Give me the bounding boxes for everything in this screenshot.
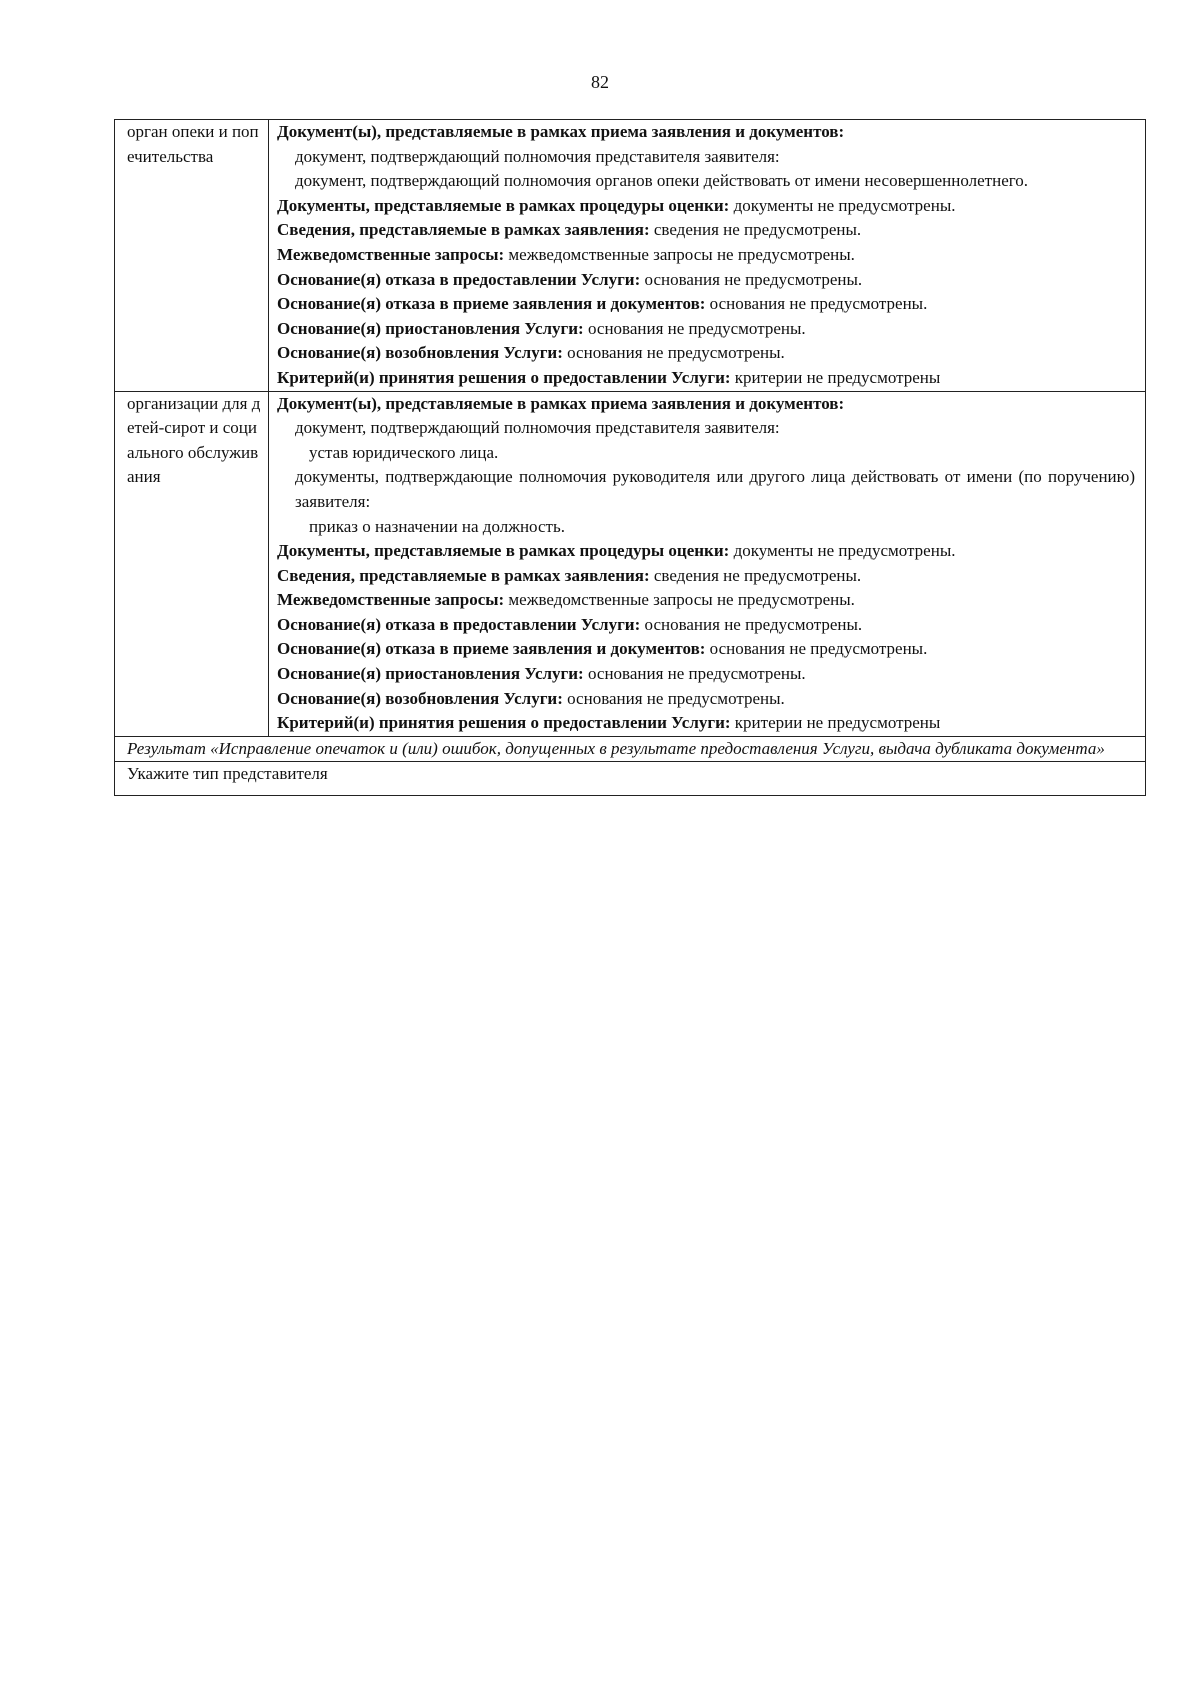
list-item: Межведомственные запросы: межведомственные запросы не предусмотрены.	[277, 590, 855, 610]
list-item: Основание(я) отказа в приеме заявления и документов: основания не предусмотрены.	[277, 639, 928, 659]
requirements-cell	[269, 120, 1146, 392]
result-title: Результат «Исправление опечаток и (или) ошибок, допущенных в результате предоставления Услуги, выдача дубликата документа»	[115, 736, 1146, 762]
list-item: Основание(я) отказа в предоставлении Услуги: основания не предусмотрены.	[277, 614, 863, 634]
list-item: документы, подтверждающие полномочия руководителя или другого лица действовать от имени (по поручению) заявителя:	[295, 467, 1135, 511]
list-item: Документ(ы), представляемые в рамках приема заявления и документов:	[277, 122, 845, 141]
list-item: Сведения, представляемые в рамках заявления: сведения не предусмотрены.	[277, 565, 862, 585]
representative-prompt: Укажите тип представителя	[115, 762, 1146, 796]
list-item: документ, подтверждающий полномочия представителя заявителя:	[295, 146, 780, 166]
list-item: Документы, представляемые в рамках процедуры оценки: документы не предусмотрены.	[277, 195, 956, 215]
list-item: документ, подтверждающий полномочия представителя заявителя:	[295, 418, 780, 438]
document-table	[114, 119, 1146, 796]
list-item: Критерий(и) принятия решения о предоставлении Услуги: критерии не предусмотрены	[277, 713, 941, 733]
list-item: Основание(я) возобновления Услуги: основания не предусмотрены.	[277, 688, 785, 708]
table-row	[115, 120, 1146, 392]
page-number: 82	[591, 72, 609, 92]
list-item: Критерий(и) принятия решения о предоставлении Услуги: критерии не предусмотрены	[277, 367, 941, 387]
list-item: документ, подтверждающий полномочия органов опеки действовать от имени несовершеннолетнего.	[295, 171, 1029, 191]
list-item: приказ о назначении на должность.	[309, 516, 565, 536]
list-item: Основание(я) приостановления Услуги: основания не предусмотрены.	[277, 664, 806, 684]
list-item: Сведения, представляемые в рамках заявления: сведения не предусмотрены.	[277, 220, 862, 240]
list-item: Основание(я) отказа в предоставлении Услуги: основания не предусмотрены.	[277, 269, 863, 289]
table-row	[115, 736, 1146, 762]
list-item: Документы, представляемые в рамках процедуры оценки: документы не предусмотрены.	[277, 541, 956, 561]
list-item: Межведомственные запросы: межведомственные запросы не предусмотрены.	[277, 244, 855, 264]
representative-type-cell: организации для детей-сирот и социального обслуживания	[115, 391, 269, 736]
list-item: Документ(ы), представляемые в рамках приема заявления и документов:	[277, 393, 845, 413]
list-item: Основание(я) отказа в приеме заявления и документов: основания не предусмотрены.	[277, 294, 928, 314]
list-item: Основание(я) приостановления Услуги: основания не предусмотрены.	[277, 318, 806, 338]
list-item: Основание(я) возобновления Услуги: основания не предусмотрены.	[277, 343, 785, 363]
list-item: устав юридического лица.	[309, 442, 499, 462]
representative-type-cell: орган опеки и попечительства	[115, 120, 269, 392]
table-row	[115, 762, 1146, 796]
table-row	[115, 391, 1146, 736]
requirements-cell	[269, 391, 1146, 736]
